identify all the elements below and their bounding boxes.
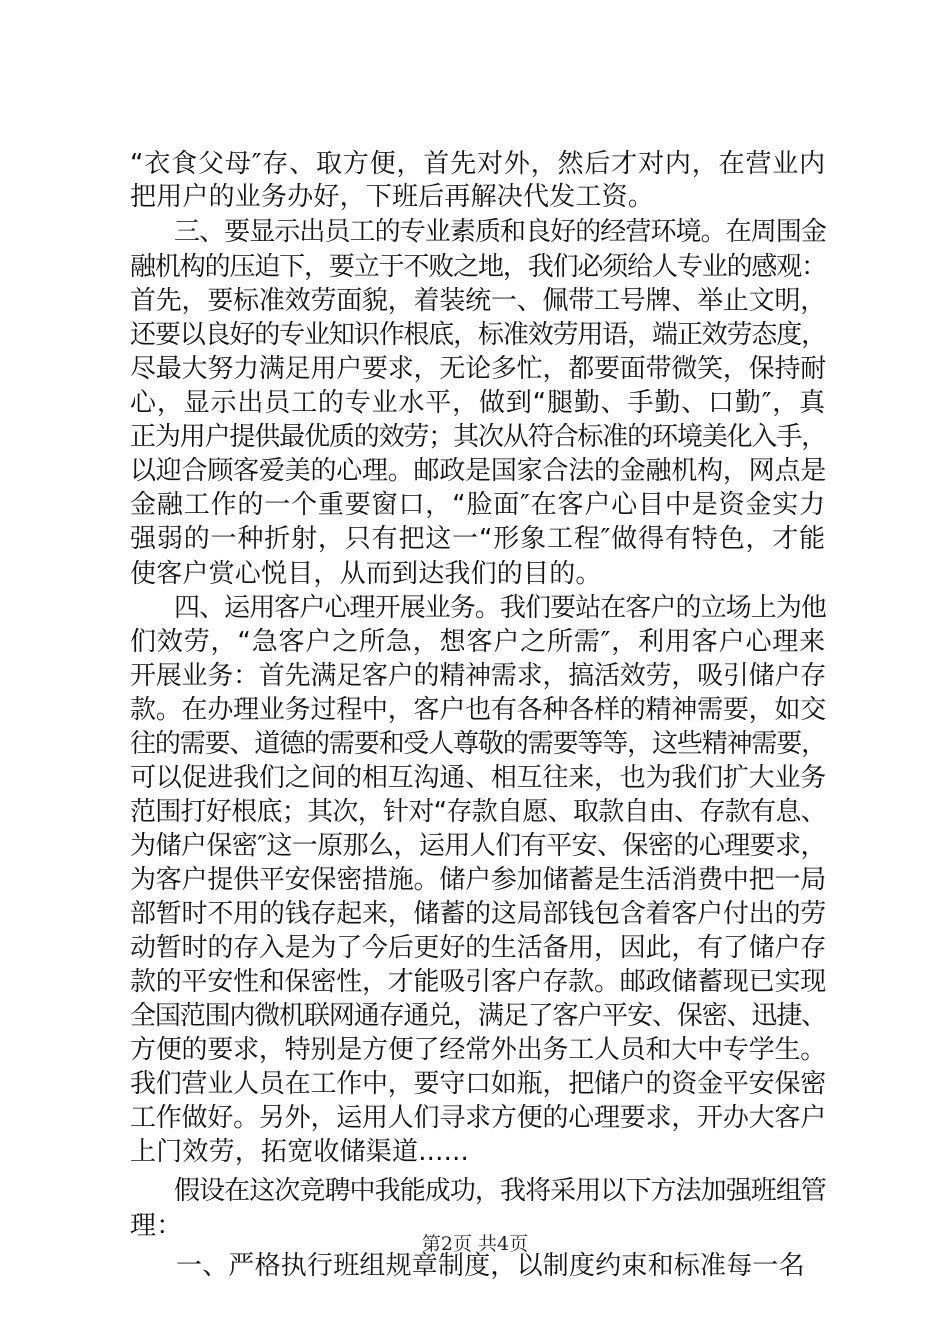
- text-line: 还要以良好的专业知识作根底，标准效劳用语，端正效劳态度，: [130, 320, 826, 350]
- text-line: 心，显示出员工的专业水平，做到“腿勤、手勤、口勤″，真: [130, 388, 826, 418]
- text-line: 款。在办理业务过程中，客户也有各种各样的精神需要，如交: [130, 695, 826, 725]
- text-line: 强弱的一种折射，只有把这一“形象工程″做得有特色，才能: [130, 524, 826, 554]
- text-line: “衣食父母″存、取方便，首先对外，然后才对内，在营业内: [130, 149, 826, 179]
- text-line: 部暂时不用的钱存起来，储蓄的这局部钱包含着客户付出的劳: [130, 899, 826, 929]
- text-line: 我们营业人员在工作中，要守口如瓶，把储户的资金平安保密: [130, 1069, 826, 1099]
- text-line: 融机构的压迫下，要立于不败之地，我们必须给人专业的感观：: [130, 252, 826, 282]
- text-line: 首先，要标准效劳面貌，着装统一、佩带工号牌、举止文明，: [130, 286, 826, 316]
- text-line: 全国范围内微机联网通存通兑，满足了客户平安、保密、迅捷、: [130, 1001, 826, 1031]
- text-line: 金融工作的一个重要窗口，“脸面″在客户心目中是资金实力: [130, 490, 826, 520]
- text-line: 款的平安性和保密性，才能吸引客户存款。邮政储蓄现已实现: [130, 967, 826, 997]
- text-line: 开展业务：首先满足客户的精神需求，搞活效劳，吸引储户存: [130, 661, 826, 691]
- text-line: 理：: [130, 1211, 183, 1241]
- text-line: 上门效劳，拓宽收储渠道......: [130, 1137, 469, 1167]
- text-line: 假设在这次竞聘中我能成功，我将采用以下方法加强班组管: [174, 1176, 826, 1206]
- page-footer: 第2页 共4页: [421, 1233, 529, 1255]
- text-line: 一、严格执行班组规章制度，以制度约束和标准每一名: [176, 1251, 805, 1281]
- text-line: 往的需要、道德的需要和受人尊敬的需要等等，这些精神需要，: [130, 729, 826, 759]
- text-line: 范围打好根底；其次，针对“存款自愿、取款自由、存款有息、: [130, 797, 826, 827]
- text-line: 动暂时的存入是为了今后更好的生活备用，因此，有了储户存: [130, 933, 826, 963]
- text-line: 工作做好。另外，运用人们寻求方便的心理要求，开办大客户: [130, 1103, 826, 1133]
- text-line: 方便的要求，特别是方便了经常外出务工人员和大中专学生。: [130, 1035, 826, 1065]
- text-line: 把用户的业务办好，下班后再解决代发工资。: [130, 182, 655, 212]
- text-line: 尽最大努力满足用户要求，无论多忙，都要面带微笑，保持耐: [130, 354, 826, 384]
- text-line: 为储户保密″这一原那么，运用人们有平安、保密的心理要求，: [130, 831, 826, 861]
- text-line: 为客户提供平安保密措施。储户参加储蓄是生活消费中把一局: [130, 865, 826, 895]
- text-line: 三、要显示出员工的专业素质和良好的经营环境。在周围金: [174, 217, 826, 247]
- text-line: 以迎合顾客爱美的心理。邮政是国家合法的金融机构，网点是: [130, 456, 826, 486]
- text-line: 可以促进我们之间的相互沟通、相互往来，也为我们扩大业务: [130, 763, 826, 793]
- text-line: 使客户赏心悦目，从而到达我们的目的。: [130, 559, 602, 589]
- text-line: 们效劳，“急客户之所急，想客户之所需″，利用客户心理来: [130, 627, 826, 657]
- text-line: 四、运用客户心理开展业务。我们要站在客户的立场上为他: [174, 593, 826, 623]
- text-line: 正为用户提供最优质的效劳；其次从符合标准的环境美化入手，: [130, 422, 826, 452]
